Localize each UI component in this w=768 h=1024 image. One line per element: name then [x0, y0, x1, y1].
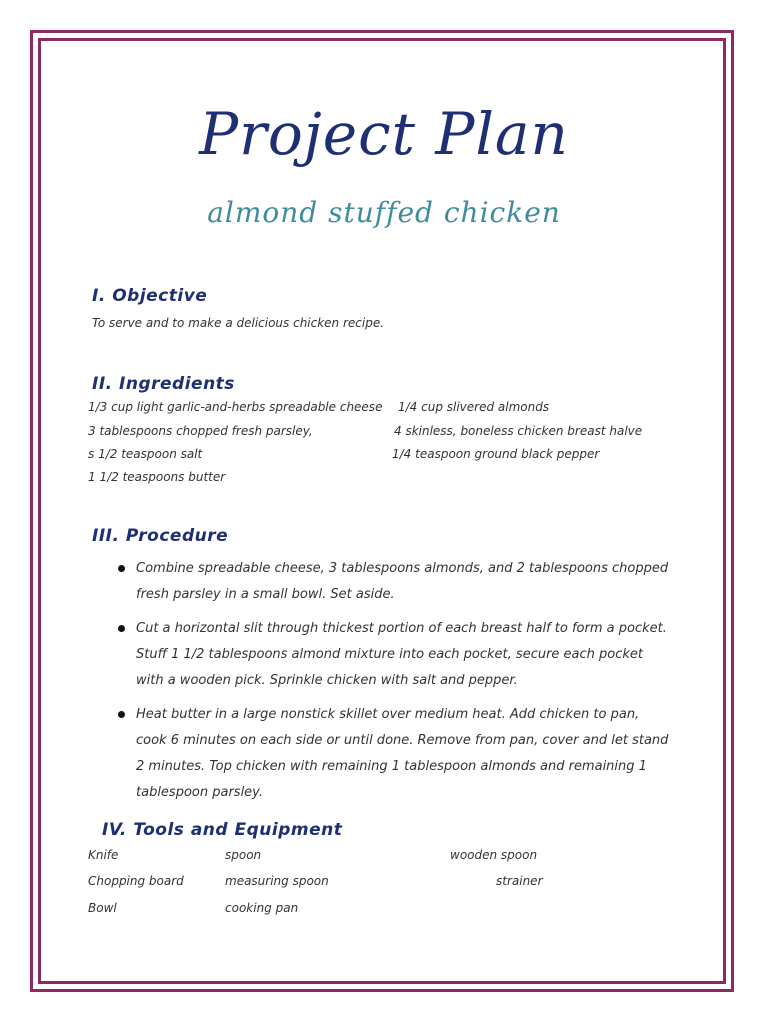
ingredient-item: s 1/2 teaspoon salt [88, 447, 203, 461]
procedure-step: Cut a horizontal slit through thickest portion of each breast half to form a pocket. Stuff 1 1/2 tablespoons almond mixture into each pocket, secure each pocket with a wooden pick. Sprinkle chicken with salt and pepper. [112, 616, 672, 694]
procedure-heading: III. Procedure [92, 526, 229, 546]
ingredient-item: 1/4 teaspoon ground black pepper [392, 447, 600, 461]
objective-text: To serve and to make a delicious chicken recipe. [92, 316, 385, 330]
ingredient-item: 3 tablespoons chopped fresh parsley, [88, 424, 313, 438]
page-subtitle: almond stuffed chicken [207, 196, 561, 229]
ingredient-item: 1/3 cup light garlic-and-herbs spreadable cheese [88, 400, 383, 414]
ingredient-item: 4 skinless, boneless chicken breast halve [394, 424, 643, 438]
tool-item: wooden spoon [450, 848, 538, 862]
tool-item: Chopping board [88, 874, 184, 888]
tool-item: spoon [225, 848, 262, 862]
tools-heading: IV. Tools and Equipment [102, 820, 343, 840]
procedure-step: Heat butter in a large nonstick skillet over medium heat. Add chicken to pan, cook 6 minutes on each side or until done. Remove from pan, cover and let stand 2 minutes. Top chicken with remaining 1 tablespoon almonds and remaining 1 tablespoon parsley. [112, 702, 672, 806]
tool-item: Knife [88, 848, 119, 862]
tool-item: measuring spoon [225, 874, 329, 888]
tool-item: Bowl [88, 901, 117, 915]
objective-heading: I. Objective [92, 286, 208, 306]
tool-item: cooking pan [225, 901, 299, 915]
ingredient-item: 1 1/2 teaspoons butter [88, 470, 226, 484]
procedure-step: Combine spreadable cheese, 3 tablespoons almonds, and 2 tablespoons chopped fresh parsley in a small bowl. Set aside. [112, 556, 672, 608]
page-title: Project Plan [199, 100, 569, 168]
ingredients-heading: II. Ingredients [92, 374, 235, 394]
ingredient-item: 1/4 cup slivered almonds [398, 400, 550, 414]
tool-item: strainer [496, 874, 543, 888]
procedure-list [112, 556, 672, 814]
inner-border [38, 38, 726, 984]
